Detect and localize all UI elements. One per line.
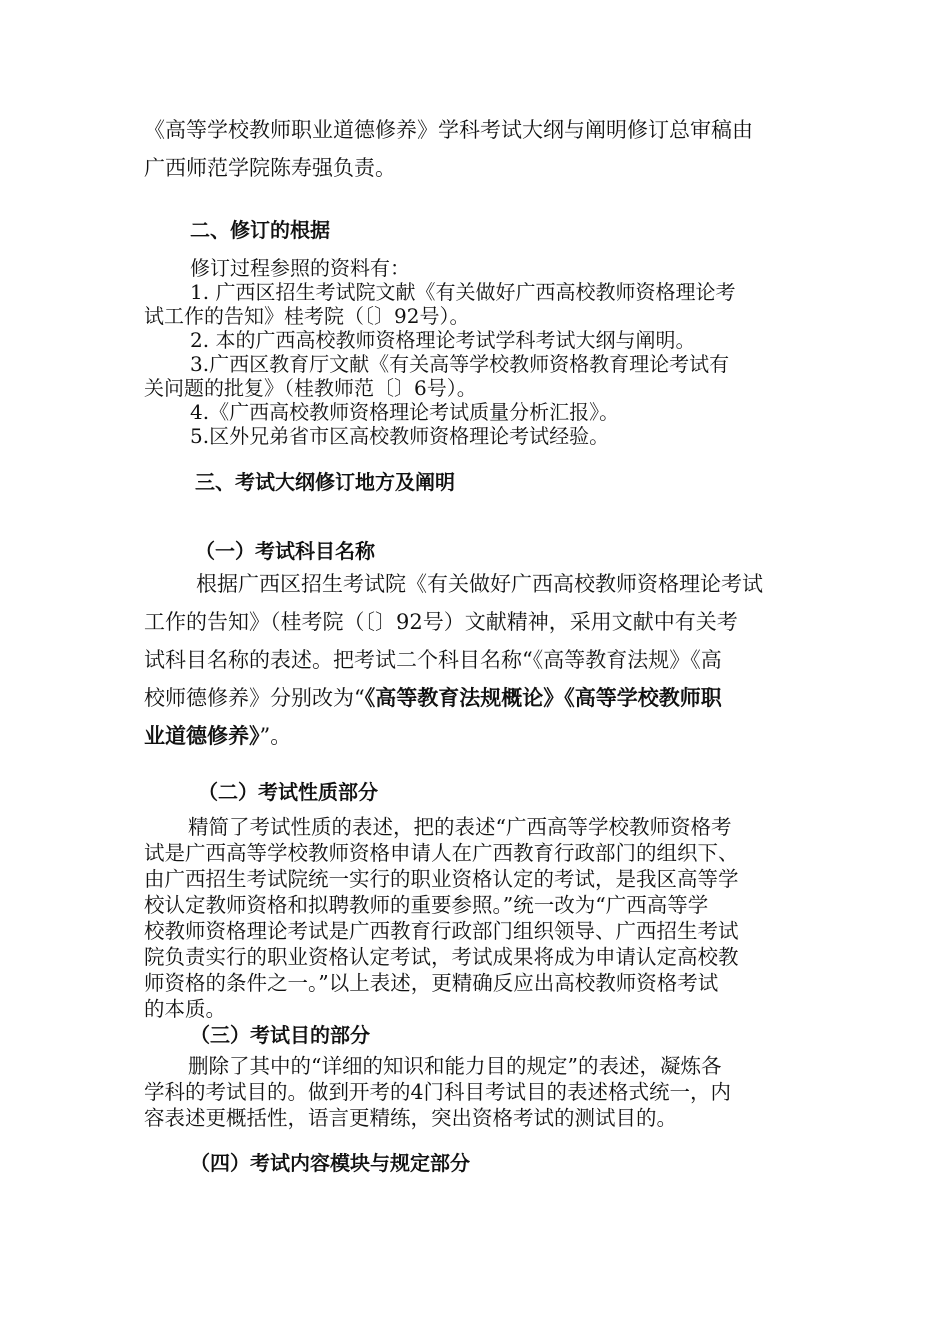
paragraph-line: 容表述更概括性，语言更精练，突出资格考试的测试目的。 xyxy=(144,1106,677,1130)
list-item: 4.《广西高校教师资格理论考试质量分析汇报》。 xyxy=(190,400,620,424)
sub-3-heading: （三）考试目的部分 xyxy=(190,1023,370,1047)
paragraph-line: 师资格的条件之一。”以上表述，更精确反应出高校教师资格考试 xyxy=(144,971,719,995)
sub-2-heading: （二）考试性质部分 xyxy=(198,780,378,804)
intro-line: 《高等学校教师职业道德修养》学科考试大纲与阐明修订总审稿由 xyxy=(144,118,753,142)
intro-paragraph xyxy=(144,111,814,187)
intro-line: 广西师范学院陈寿强负责。 xyxy=(144,156,396,180)
paragraph-line: 由广西招生考试院统一实行的职业资格认定的考试，是我区高等学 xyxy=(144,867,739,891)
paragraph-line: 试是广西高等学校教师资格申请人在广西教育行政部门的组织下、 xyxy=(144,841,739,865)
text-segment: 校师德修养》分别改为“ xyxy=(144,686,365,710)
sub-4-heading: （四）考试内容模块与规定部分 xyxy=(190,1151,470,1175)
paragraph-line: 工作的告知》（桂考院（〔〕92号）文献精神，采用文献中有关考 xyxy=(144,610,738,634)
list-item: 1. 广西区招生考试院文献《有关做好广西高校教师资格理论考 xyxy=(190,280,736,304)
paragraph-line xyxy=(144,717,814,755)
list-item: 3.广西区教育厅文献《有关高等学校教师资格教育理论考试有 xyxy=(190,352,730,376)
paragraph-line: 校认定教师资格和拟聘教师的重要参照。”统一改为“广西高等学 xyxy=(144,893,709,917)
paragraph-line: 根据广西区招生考试院《有关做好广西高校教师资格理论考试 xyxy=(196,572,763,596)
list-item: 关问题的批复》（桂教师范〔〕6号）。 xyxy=(144,376,477,400)
section-3-heading: 三、考试大纲修订地方及阐明 xyxy=(195,470,455,494)
bold-segment: 业道德修养》 xyxy=(144,723,260,748)
paragraph-line: 校教师资格理论考试是广西教育行政部门组织领导、广西招生考试 xyxy=(144,919,739,943)
paragraph-line: 的本质。 xyxy=(144,997,226,1021)
list-item: 试工作的告知》桂考院（〔〕92号）。 xyxy=(144,304,470,328)
paragraph-line xyxy=(144,679,814,717)
list-item: 2. 本的广西高校教师资格理论考试学科考试大纲与阐明。 xyxy=(190,328,696,352)
paragraph-line: 试科目名称的表述。把考试二个科目名称“《高等教育法规》《高 xyxy=(144,648,722,672)
section-2-heading: 二、修订的根据 xyxy=(190,218,330,242)
section-2-list xyxy=(144,280,814,448)
list-item: 5.区外兄弟省市区高校教师资格理论考试经验。 xyxy=(190,424,610,448)
bold-segment: 《高等教育法规概论》《高等学校教师职 xyxy=(364,685,722,710)
section-2-line: 修订过程参照的资料有： xyxy=(190,256,410,280)
sub-1-heading: （一）考试科目名称 xyxy=(195,539,375,563)
text-segment: ”。 xyxy=(259,724,292,748)
paragraph-line: 删除了其中的“详细的知识和能力目的规定”的表述，凝炼各 xyxy=(188,1054,722,1078)
sub-3-paragraph xyxy=(144,1053,814,1131)
sub-2-paragraph xyxy=(144,814,814,1022)
sub-1-paragraph xyxy=(144,565,814,755)
paragraph-line: 精简了考试性质的表述，把的表述“广西高等学校教师资格考 xyxy=(188,815,732,839)
paragraph-line: 学科的考试目的。做到开考的4门科目考试目的表述格式统一，内 xyxy=(144,1080,732,1104)
paragraph-line: 院负责实行的职业资格认定考试，考试成果将成为申请认定高校教 xyxy=(144,945,739,969)
